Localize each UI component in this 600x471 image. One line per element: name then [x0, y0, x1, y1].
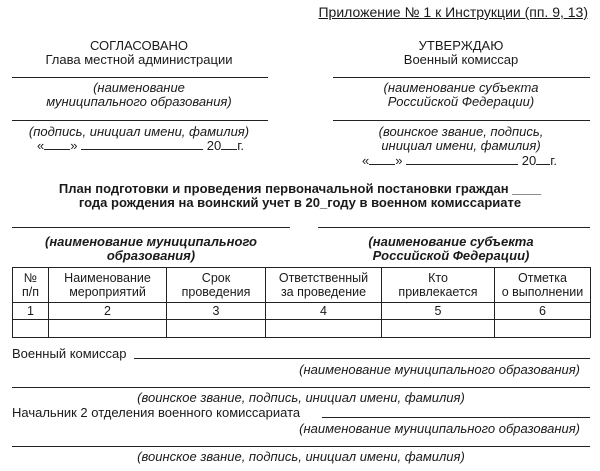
left-name-hint-1: (наименование: [93, 80, 185, 95]
empty-cell: [382, 320, 495, 338]
header-involved: Кто привлекается: [382, 268, 495, 303]
right-name-hint-1: (наименование субъекта: [383, 80, 539, 95]
subject-hint-1: (наименование субъекта: [368, 234, 534, 249]
subject-line: [318, 227, 590, 228]
right-date: [362, 153, 592, 168]
left-signature-hint-text: (подпись, инициал имени, фамилия): [28, 124, 250, 139]
table-header-row: [13, 268, 591, 303]
municipality-hint-2: образования): [106, 248, 196, 263]
header-activities: Наименование мероприятий: [49, 268, 167, 303]
header-completion-mark: Отметка о выполнении: [495, 268, 591, 303]
empty-cell: [266, 320, 382, 338]
left-signature-hint: [10, 124, 268, 139]
left-date-close: »: [70, 138, 78, 153]
left-signature-line: [12, 120, 268, 121]
right-date-year-blank: [536, 154, 550, 165]
empty-cell: [13, 320, 49, 338]
table-empty-row: [13, 320, 591, 338]
right-date-year: 20: [521, 153, 537, 168]
empty-cell: [167, 320, 266, 338]
right-date-month-blank: [406, 154, 518, 165]
column-number-4: 4: [266, 303, 382, 320]
annex-reference: Приложение № 1 к Инструкции (пп. 9, 13): [318, 4, 588, 20]
left-date-year: 20: [206, 138, 222, 153]
municipality-line: [12, 227, 290, 228]
left-name-line: [12, 77, 268, 78]
right-signature-hint-1: (воинское звание, подпись,: [378, 124, 544, 139]
plan-title-line-1: План подготовки и проведения первоначальной постановки граждан ____: [58, 181, 542, 196]
plan-title-line-2: года рождения на воинский учет в 20_году в военном комиссариате: [78, 195, 522, 210]
left-date-open: «: [37, 138, 45, 153]
left-date-g: г.: [237, 138, 244, 153]
commissar-signature-hint: (воинское звание, подпись, инициал имени, фамилия): [137, 390, 465, 405]
commissar-signature-line: [12, 387, 590, 388]
subject-hint-2: Российской Федерации): [372, 248, 530, 263]
header-responsible: Ответственный за проведение: [266, 268, 382, 303]
left-date-year-blank: [221, 139, 237, 150]
commissar-line: [134, 358, 590, 359]
commissar-label: Военный комиссар: [12, 346, 127, 361]
right-date-close: »: [395, 153, 403, 168]
chief-signature-hint: (воинское звание, подпись, инициал имени, фамилия): [137, 449, 465, 464]
left-name-hint-2: муниципального образования): [46, 94, 232, 109]
column-number-1: 1: [13, 303, 49, 320]
chief-name-hint: (наименование муниципального образования): [299, 421, 580, 436]
empty-cell: [495, 320, 591, 338]
plan-table: [12, 267, 591, 338]
column-number-3: 3: [167, 303, 266, 320]
right-name-line: [333, 77, 590, 78]
column-number-2: 2: [49, 303, 167, 320]
right-signature-hint-2: инициал имени, фамилия): [381, 138, 541, 153]
municipality-hint-1: (наименование муниципального: [45, 234, 257, 249]
commissar-name-hint: (наименование муниципального образования): [299, 362, 580, 377]
right-signature-line: [333, 120, 590, 121]
chief-signature-line: [12, 446, 590, 447]
right-date-open: «: [362, 153, 370, 168]
right-approval-heading: УТВЕРЖДАЮ: [418, 38, 504, 53]
left-date-day-blank: [44, 139, 70, 150]
left-date: [37, 138, 277, 153]
left-approval-heading: СОГЛАСОВАНО: [89, 38, 189, 53]
left-approval-position: Глава местной администрации: [45, 52, 233, 67]
right-approval-position: Военный комиссар: [403, 52, 519, 67]
chief-label: Начальник 2 отделения военного комиссариата: [12, 405, 301, 420]
left-date-month-blank: [81, 139, 203, 150]
right-date-g: г.: [550, 153, 557, 168]
header-deadline: Срок проведения: [167, 268, 266, 303]
right-date-day-blank: [369, 154, 395, 165]
chief-line: [322, 417, 590, 418]
header-number: № п/п: [13, 268, 49, 303]
right-name-hint-2: Российской Федерации): [387, 94, 535, 109]
empty-cell: [49, 320, 167, 338]
table-number-row: [13, 303, 591, 320]
column-number-5: 5: [382, 303, 495, 320]
column-number-6: 6: [495, 303, 591, 320]
